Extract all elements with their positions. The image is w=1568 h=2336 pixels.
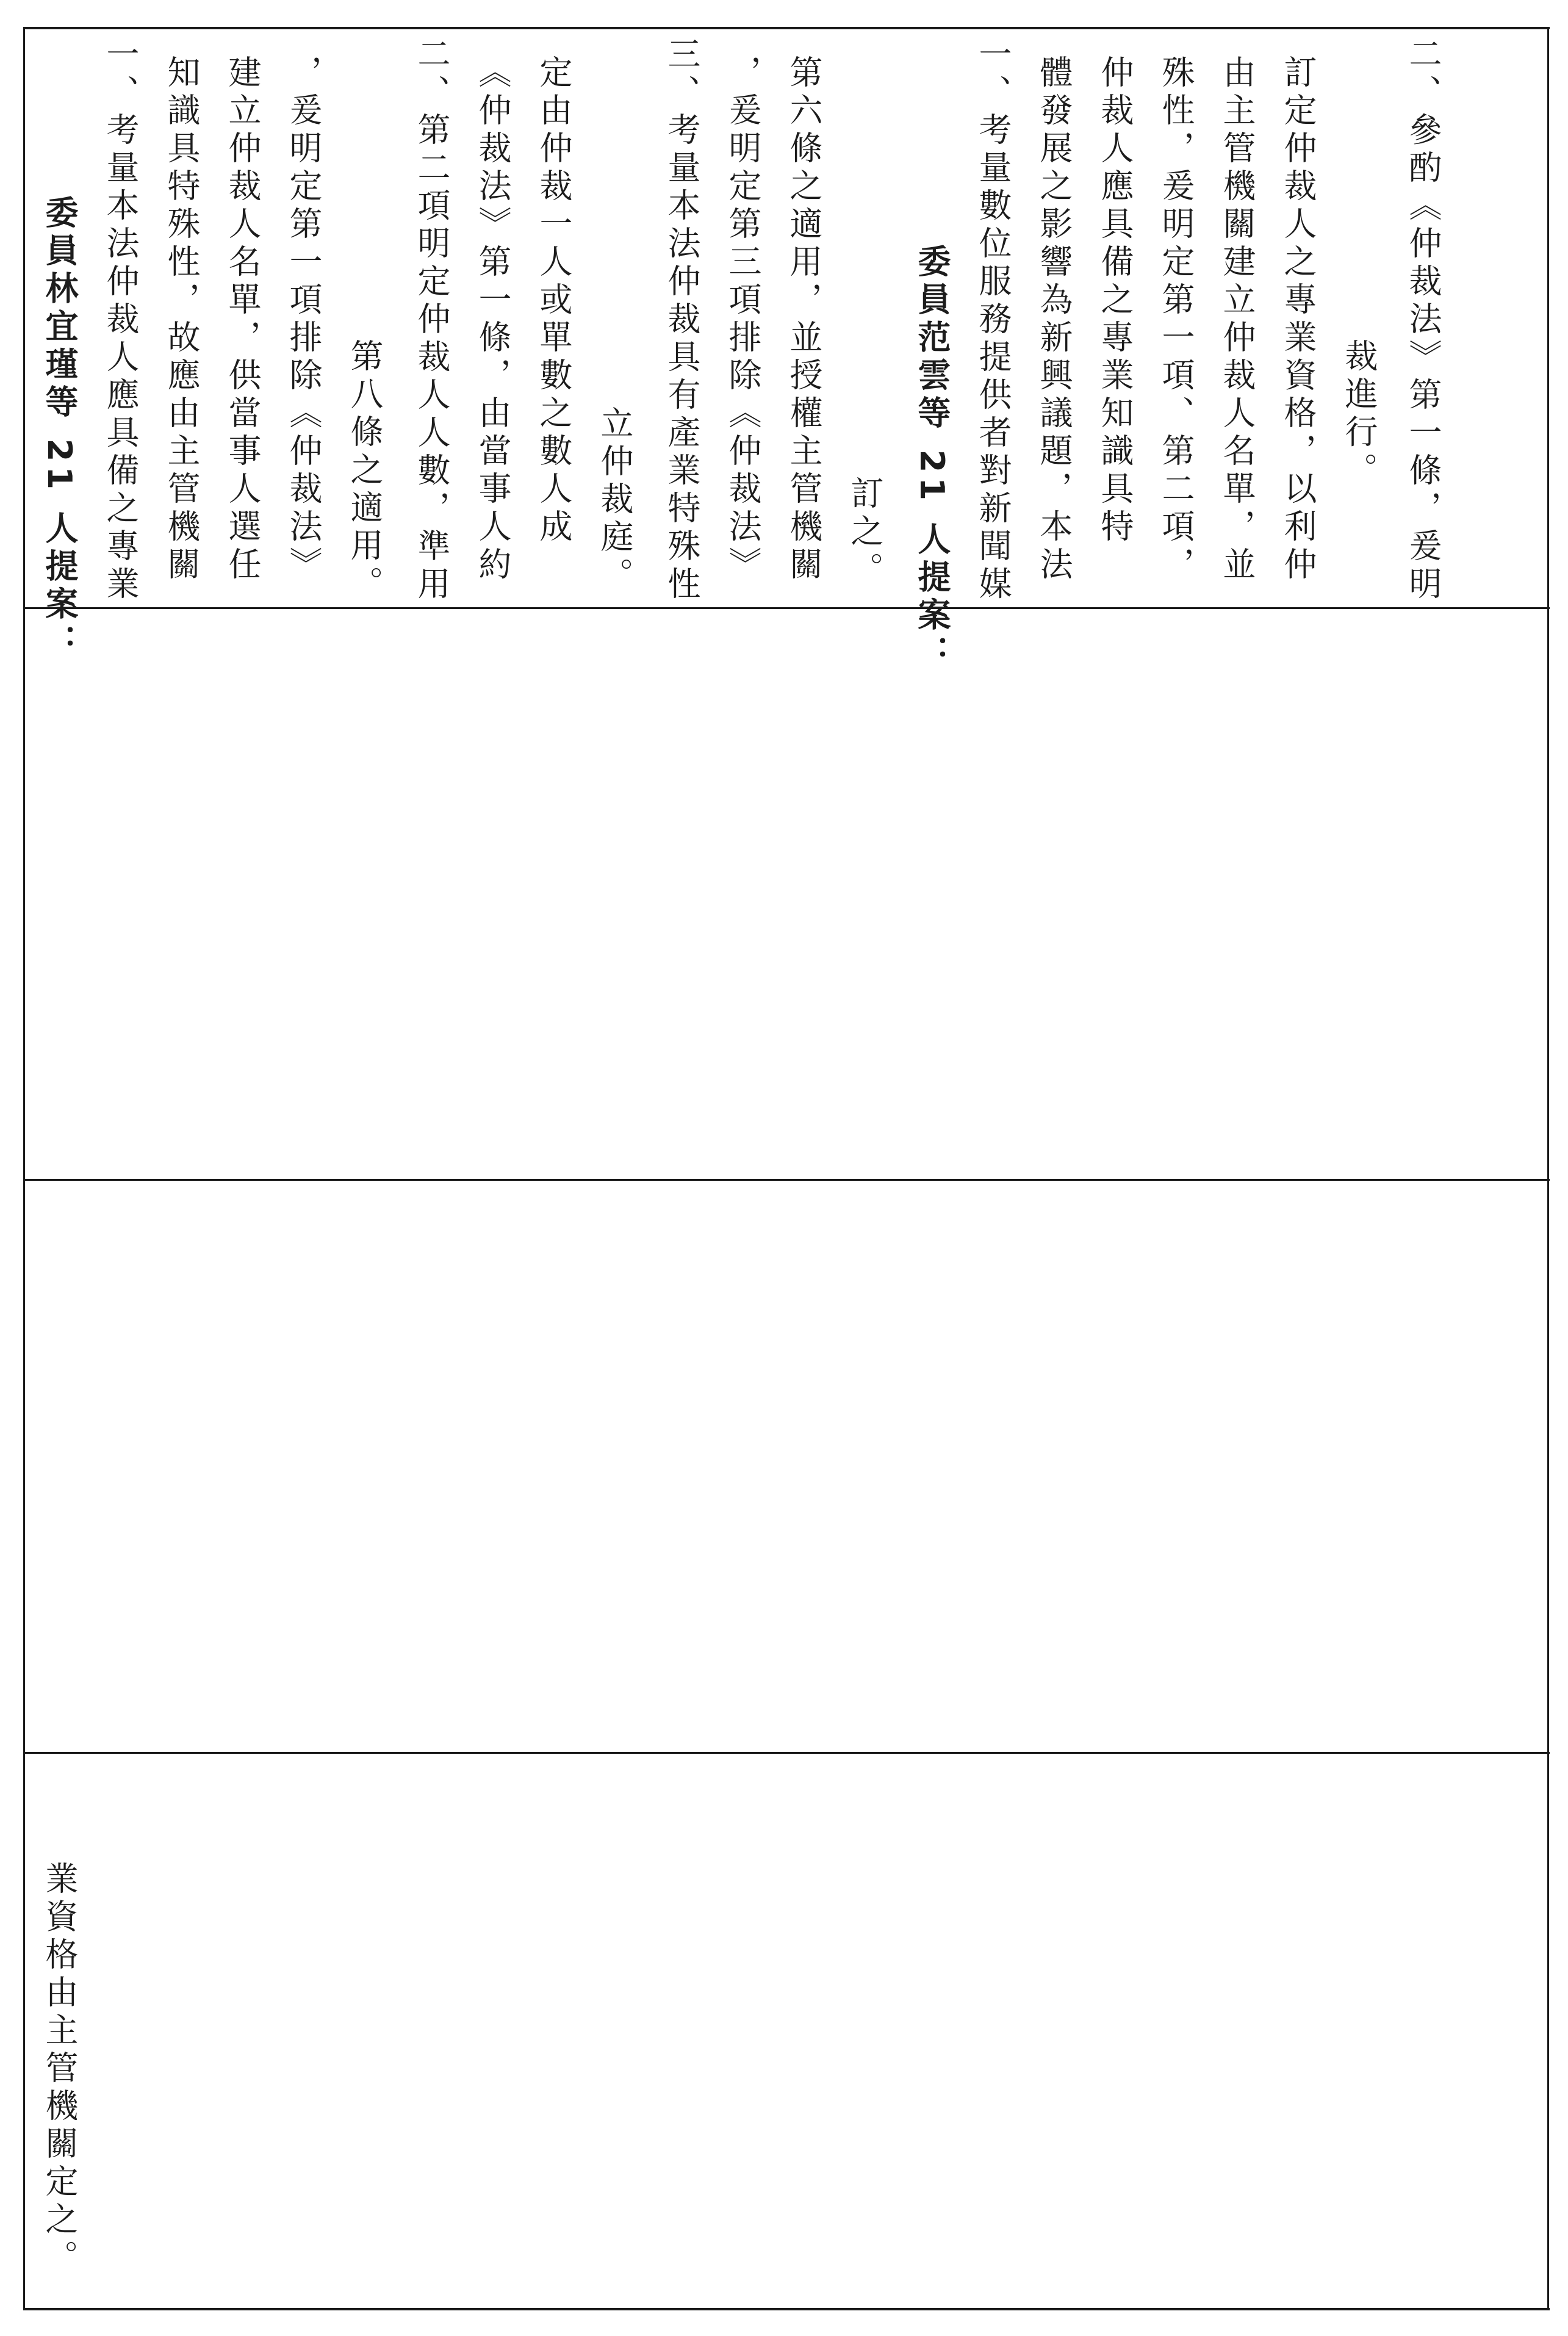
s1-item3-line1: 三、考量本法仲裁具有產業特殊性 (663, 37, 701, 604)
top-rule (23, 27, 1550, 29)
s1-item2-line3: 定由仲裁一人或單數之數人成 (534, 55, 573, 547)
s1-item1-line3: 建立仲裁人名單，供當事人選任 (223, 55, 262, 585)
s1-item1-line4: ，爰明定第一項排除《仲裁法》 (284, 55, 323, 585)
s1-item2-line4: 立仲裁庭。 (595, 406, 634, 595)
row-divider (23, 607, 1550, 609)
s1-item3-line3: 第六條之適用，並授權主管機關 (785, 55, 823, 585)
s2-item1-line4: 殊性，爰明定第一項、第二項， (1157, 55, 1195, 585)
s1-item3-line2: ，爰明定第三項排除《仲裁法》 (724, 55, 762, 585)
bottom-column-text: 業資格由主管機關定之。 (40, 1861, 79, 2277)
s2-item2-line1: 二、參酌《仲裁法》第一條，爰明 (1404, 37, 1442, 604)
s1-item2-line1: 二、第二項明定仲裁人人數，準用 (412, 37, 451, 604)
row-divider (23, 1179, 1550, 1181)
s2-item1-line2: 體發展之影響為新興議題，本法 (1035, 55, 1073, 585)
s1-item1-line5: 第八條之適用。 (345, 339, 384, 604)
s1-item1-line1: 一、考量本法仲裁人應具備之專業 (101, 37, 140, 604)
bottom-rule (23, 2308, 1550, 2310)
s2-item1-line7: 裁進行。 (1340, 339, 1378, 490)
s1-item2-line2: 《仲裁法》第一條，由當事人約 (473, 55, 512, 585)
s2-item1-line6: 訂定仲裁人之專業資格，以利仲 (1279, 55, 1317, 585)
section1-heading: 委員林宜瑾等 21 人提案： (40, 195, 79, 662)
s2-item1-line5: 由主管機關建立仲裁人名單，並 (1218, 55, 1256, 585)
s1-item3-line4: 訂之。 (846, 476, 884, 589)
section2-heading: 委員范雲等 21 人提案： (913, 244, 951, 673)
s1-item1-line2: 知識具特殊性，故應由主管機關 (162, 55, 201, 585)
right-rule (1547, 27, 1549, 2310)
row-divider (23, 1752, 1550, 1754)
s2-item1-line3: 仲裁人應具備之專業知識具特 (1096, 55, 1134, 547)
left-rule (23, 27, 25, 2310)
s2-item1-line1: 一、考量數位服務提供者對新聞媒 (974, 37, 1012, 604)
